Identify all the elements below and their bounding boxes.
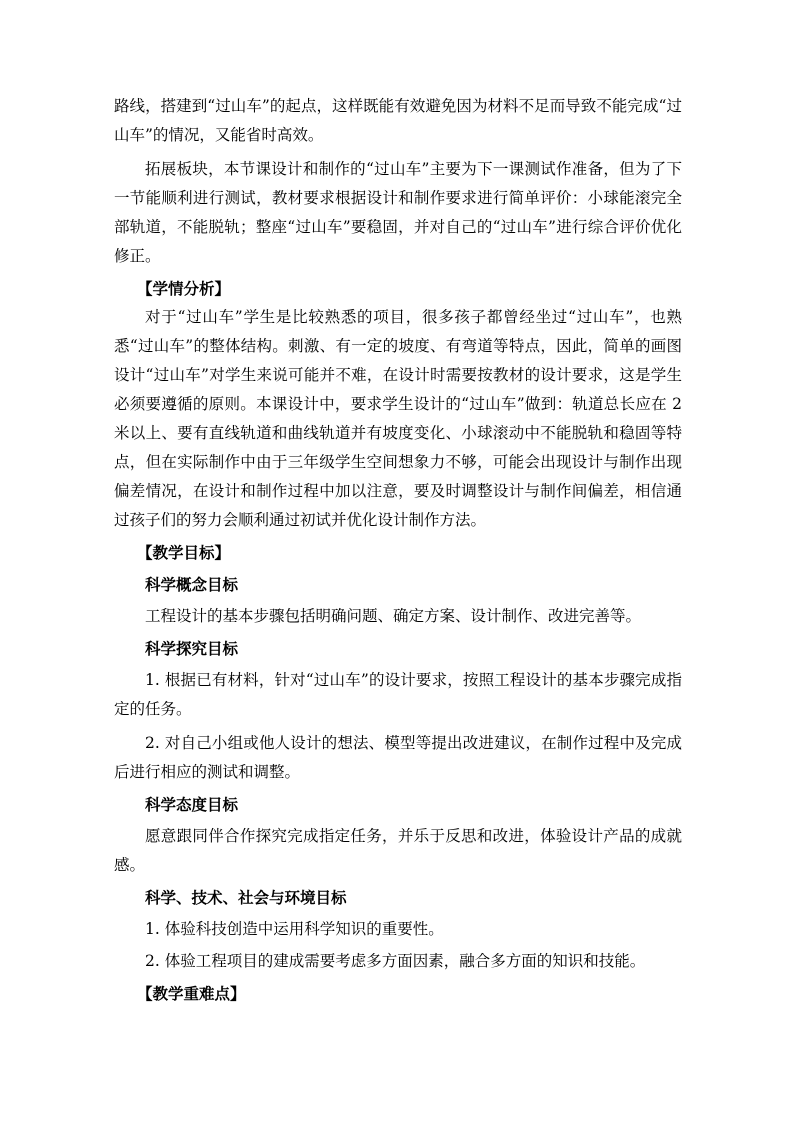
heading-key-difficulties: 【教学重难点】 [137,984,246,1003]
paragraph-inquiry-2: 2. 对自己小组或他人设计的想法、模型等提出改进建议，在制作过程中及完成后进行相应的测试和调整。 [114,734,682,781]
document-body [114,92,682,1008]
paragraph-stse-2: 2. 体验工程项目的建成需要考虑多方面因素，融合多方面的知识和技能。 [145,952,646,970]
subheading-science-attitude: 科学态度目标 [145,795,239,814]
paragraph-science-concept: 工程设计的基本步骤包括明确问题、确定方案、设计制作、改进完善等。 [145,607,642,625]
subheading-science-inquiry: 科学探究目标 [145,639,239,658]
subheading-science-concept: 科学概念目标 [145,575,239,594]
paragraph-stse-1: 1. 体验科技创造中运用科学知识的重要性。 [145,920,444,938]
heading-teaching-goals: 【教学目标】 [137,543,231,562]
paragraph-inquiry-1: 1. 根据已有材料，针对“过山车”的设计要求，按照工程设计的基本步骤完成指定的任务。 [114,671,682,718]
paragraph-student-analysis: 对于“过山车”学生是比较熟悉的项目，很多孩子都曾经坐过“过山车”，也熟悉“过山车”的整体结构。刺激、有一定的坡度、有弯道等特点，因此，简单的画图设计“过山车”对学生来说可能并不难，在设计时需要按教材的设计要求，这是学生必须要遵循的原则。本课设计中，要求学生设计的“过山车”做到：轨道总长应在 2 米以上、要有直线轨道和曲线轨道并有坡度变化、小球滚动中不能脱轨和稳固等特点，但在实际制作中由于三年级学生空间想象力不够，可能会出现设计与制作出现偏差情况，在设计和制作过程中加以注意，要及时调整设计与制作间偏差，相信通过孩子们的努力会顺利通过初试并优化设计制作方法。 [114,308,682,529]
paragraph-extension: 拓展板块，本节课设计和制作的“过山车”主要为下一课测试作准备，但为了下一节能顺利进行测试，教材要求根据设计和制作要求进行简单评价：小球能滚完全部轨道，不能脱轨；整座“过山车”要稳固，并对自己的“过山车”进行综合评价优化修正。 [114,160,682,265]
subheading-stse: 科学、技术、社会与环境目标 [145,888,347,907]
heading-student-analysis: 【学情分析】 [137,279,231,298]
paragraph-science-attitude: 愿意跟同伴合作探究完成指定任务，并乐于反思和改进，体验设计产品的成就感。 [114,827,682,874]
paragraph-route: 路线，搭建到“过山车”的起点，这样既能有效避免因为材料不足而导致不能完成“过山车”的情况，又能省时高效。 [114,97,682,144]
